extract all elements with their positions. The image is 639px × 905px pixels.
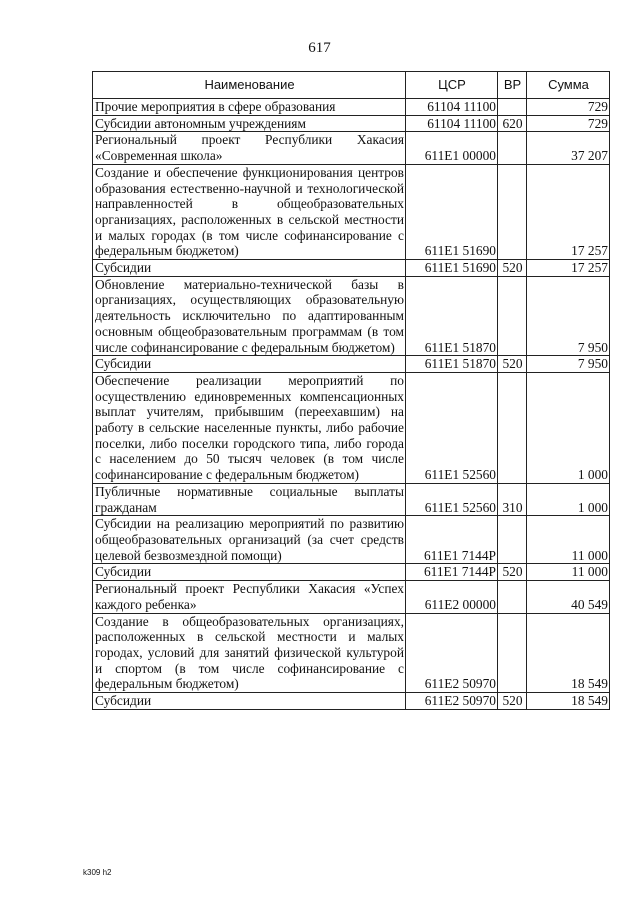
- row-csr: 61104 11100: [406, 99, 498, 116]
- row-vr: 520: [498, 564, 527, 581]
- row-sum: 18 549: [527, 613, 610, 693]
- table-row: [93, 564, 610, 581]
- row-name: Создание в общеобразовательных организациях, расположенных в сельской местности и малых городах, условий для занятий физической культурой и спортом (в том числе софинансирование с федеральным бюджетом): [93, 613, 406, 693]
- row-csr: 61104 11100: [406, 115, 498, 132]
- header-sum: Сумма: [527, 72, 610, 99]
- table-row: [93, 693, 610, 710]
- row-sum: 40 549: [527, 581, 610, 613]
- row-vr: [498, 372, 527, 483]
- header-vr: ВР: [498, 72, 527, 99]
- header-csr: ЦСР: [406, 72, 498, 99]
- row-csr: 611E2 00000: [406, 581, 498, 613]
- row-name: Публичные нормативные социальные выплаты гражданам: [93, 483, 406, 515]
- row-vr: [498, 613, 527, 693]
- budget-table: [92, 71, 610, 710]
- row-vr: [498, 581, 527, 613]
- row-name: Субсидии: [93, 693, 406, 710]
- row-sum: 17 257: [527, 164, 610, 259]
- page-number: 617: [308, 40, 331, 56]
- row-vr: 520: [498, 356, 527, 373]
- table-row: [93, 356, 610, 373]
- row-name: Субсидии автономным учреждениям: [93, 115, 406, 132]
- header-name: Наименование: [93, 72, 406, 99]
- table-row: [93, 613, 610, 693]
- table-row: [93, 164, 610, 259]
- row-sum: 1 000: [527, 483, 610, 515]
- row-name: Обеспечение реализации мероприятий по осуществлению единовременных компенсационных выплат учителям, прибывшим (переехавшим) на работу в сельские населенные пункты, либо рабочие поселки, либо поселки городского типа, либо города с населением до 50 тысяч человек (в том числе софинансирование с федеральным бюджетом): [93, 372, 406, 483]
- table-row: [93, 115, 610, 132]
- row-vr: [498, 132, 527, 164]
- table-row: [93, 260, 610, 277]
- row-csr: 611E1 51870: [406, 356, 498, 373]
- row-name: Региональный проект Республики Хакасия «Успех каждого ребенка»: [93, 581, 406, 613]
- row-name: Обновление материально-технической базы в организациях, осуществляющих образовательную деятельность исключительно по адаптированным основным общеобразовательным программам (в том числе софинансирование с федеральным бюджетом): [93, 276, 406, 356]
- row-name: Субсидии: [93, 564, 406, 581]
- row-name: Субсидии: [93, 356, 406, 373]
- row-sum: 7 950: [527, 356, 610, 373]
- table-row: [93, 132, 610, 164]
- row-sum: 11 000: [527, 516, 610, 564]
- table-row: [93, 372, 610, 483]
- row-vr: [498, 276, 527, 356]
- row-csr: 611E1 52560: [406, 483, 498, 515]
- row-sum: 7 950: [527, 276, 610, 356]
- row-csr: 611E2 50970: [406, 613, 498, 693]
- row-sum: 1 000: [527, 372, 610, 483]
- table-row: [93, 516, 610, 564]
- row-name: Прочие мероприятия в сфере образования: [93, 99, 406, 116]
- row-csr: 611E1 52560: [406, 372, 498, 483]
- row-csr: 611E1 51690: [406, 164, 498, 259]
- row-sum: 18 549: [527, 693, 610, 710]
- row-name: Субсидии: [93, 260, 406, 277]
- row-name: Региональный проект Республики Хакасия «Современная школа»: [93, 132, 406, 164]
- row-vr: 520: [498, 260, 527, 277]
- row-sum: 17 257: [527, 260, 610, 277]
- row-sum: 729: [527, 115, 610, 132]
- row-csr: 611E1 7144P: [406, 516, 498, 564]
- row-csr: 611E2 50970: [406, 693, 498, 710]
- table-row: [93, 483, 610, 515]
- row-vr: [498, 164, 527, 259]
- table-header-row: [93, 72, 610, 99]
- footer-code: k309 h2: [83, 868, 112, 877]
- table-row: [93, 276, 610, 356]
- row-vr: 310: [498, 483, 527, 515]
- row-sum: 37 207: [527, 132, 610, 164]
- row-csr: 611E1 51870: [406, 276, 498, 356]
- row-vr: 520: [498, 693, 527, 710]
- row-csr: 611E1 7144P: [406, 564, 498, 581]
- row-vr: [498, 99, 527, 116]
- row-name: Субсидии на реализацию мероприятий по развитию общеобразовательных организаций (за счет средств целевой безвозмездной помощи): [93, 516, 406, 564]
- row-vr: 620: [498, 115, 527, 132]
- row-csr: 611E1 00000: [406, 132, 498, 164]
- row-vr: [498, 516, 527, 564]
- table-row: [93, 581, 610, 613]
- row-csr: 611E1 51690: [406, 260, 498, 277]
- table-row: [93, 99, 610, 116]
- row-sum: 11 000: [527, 564, 610, 581]
- row-sum: 729: [527, 99, 610, 116]
- row-name: Создание и обеспечение функционирования центров образования естественно-научной и технологической направленностей в общеобразовательных организациях, расположенных в сельской местности и малых городах (в том числе софинансирование с федеральным бюджетом): [93, 164, 406, 259]
